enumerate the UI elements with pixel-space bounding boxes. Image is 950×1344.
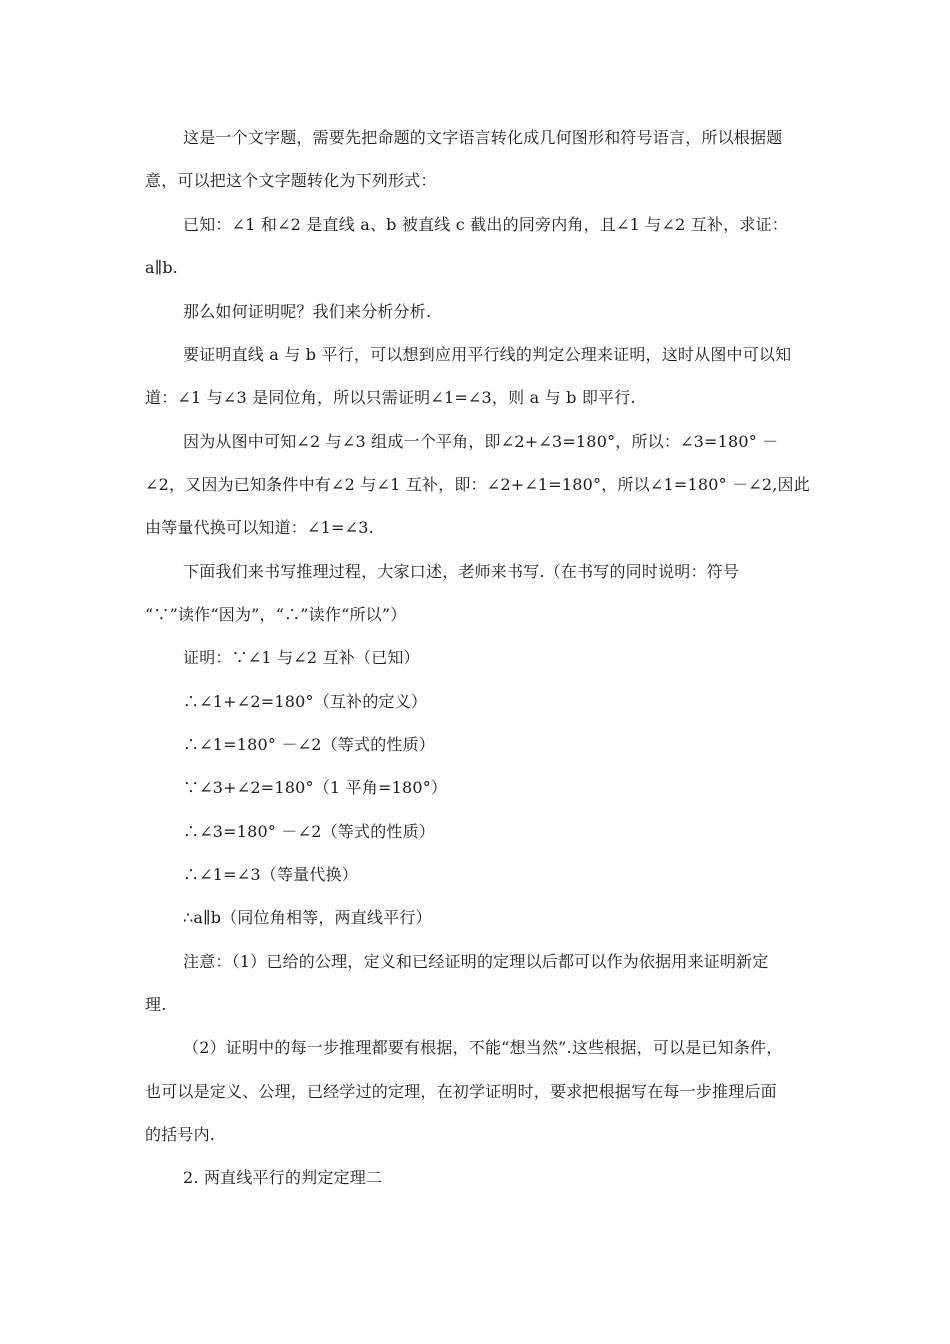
paragraph-given-line-1: 已知：∠1 和∠2 是直线 a、b 被直线 c 截出的同旁内角，且∠1 与∠2 互补，求证：: [183, 215, 788, 234]
paragraph-analysis-line-1: 要证明直线 a 与 b 平行，可以想到应用平行线的判定公理来证明，这时从图中可以知: [183, 345, 792, 364]
proof-step-1: 证明：∵∠1 与∠2 互补（已知）: [183, 648, 420, 667]
proof-step-2: ∴∠1+∠2=180°（互补的定义）: [183, 692, 428, 711]
paragraph-because-line-2: ∠2，又因为已知条件中有∠2 与∠1 互补，即：∠2+∠1=180°，所以∠1=180° －∠2,因此: [145, 475, 810, 494]
paragraph-note2-line-1: （2）证明中的每一步推理都要有根据，不能“想当然”.这些根据，可以是已知条件，: [183, 1038, 783, 1057]
paragraph-analysis-line-2: 道：∠1 与∠3 是同位角，所以只需证明∠1=∠3，则 a 与 b 即平行.: [145, 388, 636, 407]
paragraph-because-line-3: 由等量代换可以知道：∠1=∠3.: [145, 518, 374, 537]
paragraph-write-line-2: “∵”读作“因为”，“∴”读作“所以”）: [145, 605, 407, 624]
proof-step-4: ∵∠3+∠2=180°（1 平角=180°）: [183, 778, 448, 797]
paragraph-intro-line-2: 意，可以把这个文字题转化为下列形式：: [145, 171, 437, 190]
paragraph-how: 那么如何证明呢？我们来分析分析.: [183, 302, 432, 321]
paragraph-given-line-2: a∥b.: [145, 258, 179, 277]
paragraph-note2-line-3: 的括号内.: [145, 1125, 216, 1144]
paragraph-intro-line-1: 这是一个文字题，需要先把命题的文字语言转化成几何图形和符号语言，所以根据题: [183, 128, 783, 147]
proof-step-5: ∴∠3=180° －∠2（等式的性质）: [183, 822, 436, 841]
paragraph-note2-line-2: 也可以是定义、公理，已经学过的定理，在初学证明时，要求把根据写在每一步推理后面: [145, 1082, 777, 1101]
section-heading-2: 2. 两直线平行的判定定理二: [183, 1168, 383, 1187]
paragraph-write-line-1: 下面我们来书写推理过程，大家口述，老师来书写.（在书写的同时说明：符号: [183, 562, 740, 581]
proof-step-6: ∴∠1=∠3（等量代换）: [183, 865, 358, 884]
proof-step-7: ∴a∥b（同位角相等，两直线平行）: [183, 908, 432, 927]
paragraph-note-line-2: 理.: [145, 995, 167, 1014]
paragraph-because-line-1: 因为从图中可知∠2 与∠3 组成一个平角，即∠2+∠3=180°，所以：∠3=180° －: [183, 432, 779, 451]
paragraph-note-line-1: 注意：（1）已给的公理，定义和已经证明的定理以后都可以作为依据用来证明新定: [183, 952, 769, 971]
proof-step-3: ∴∠1=180° －∠2（等式的性质）: [183, 735, 436, 754]
